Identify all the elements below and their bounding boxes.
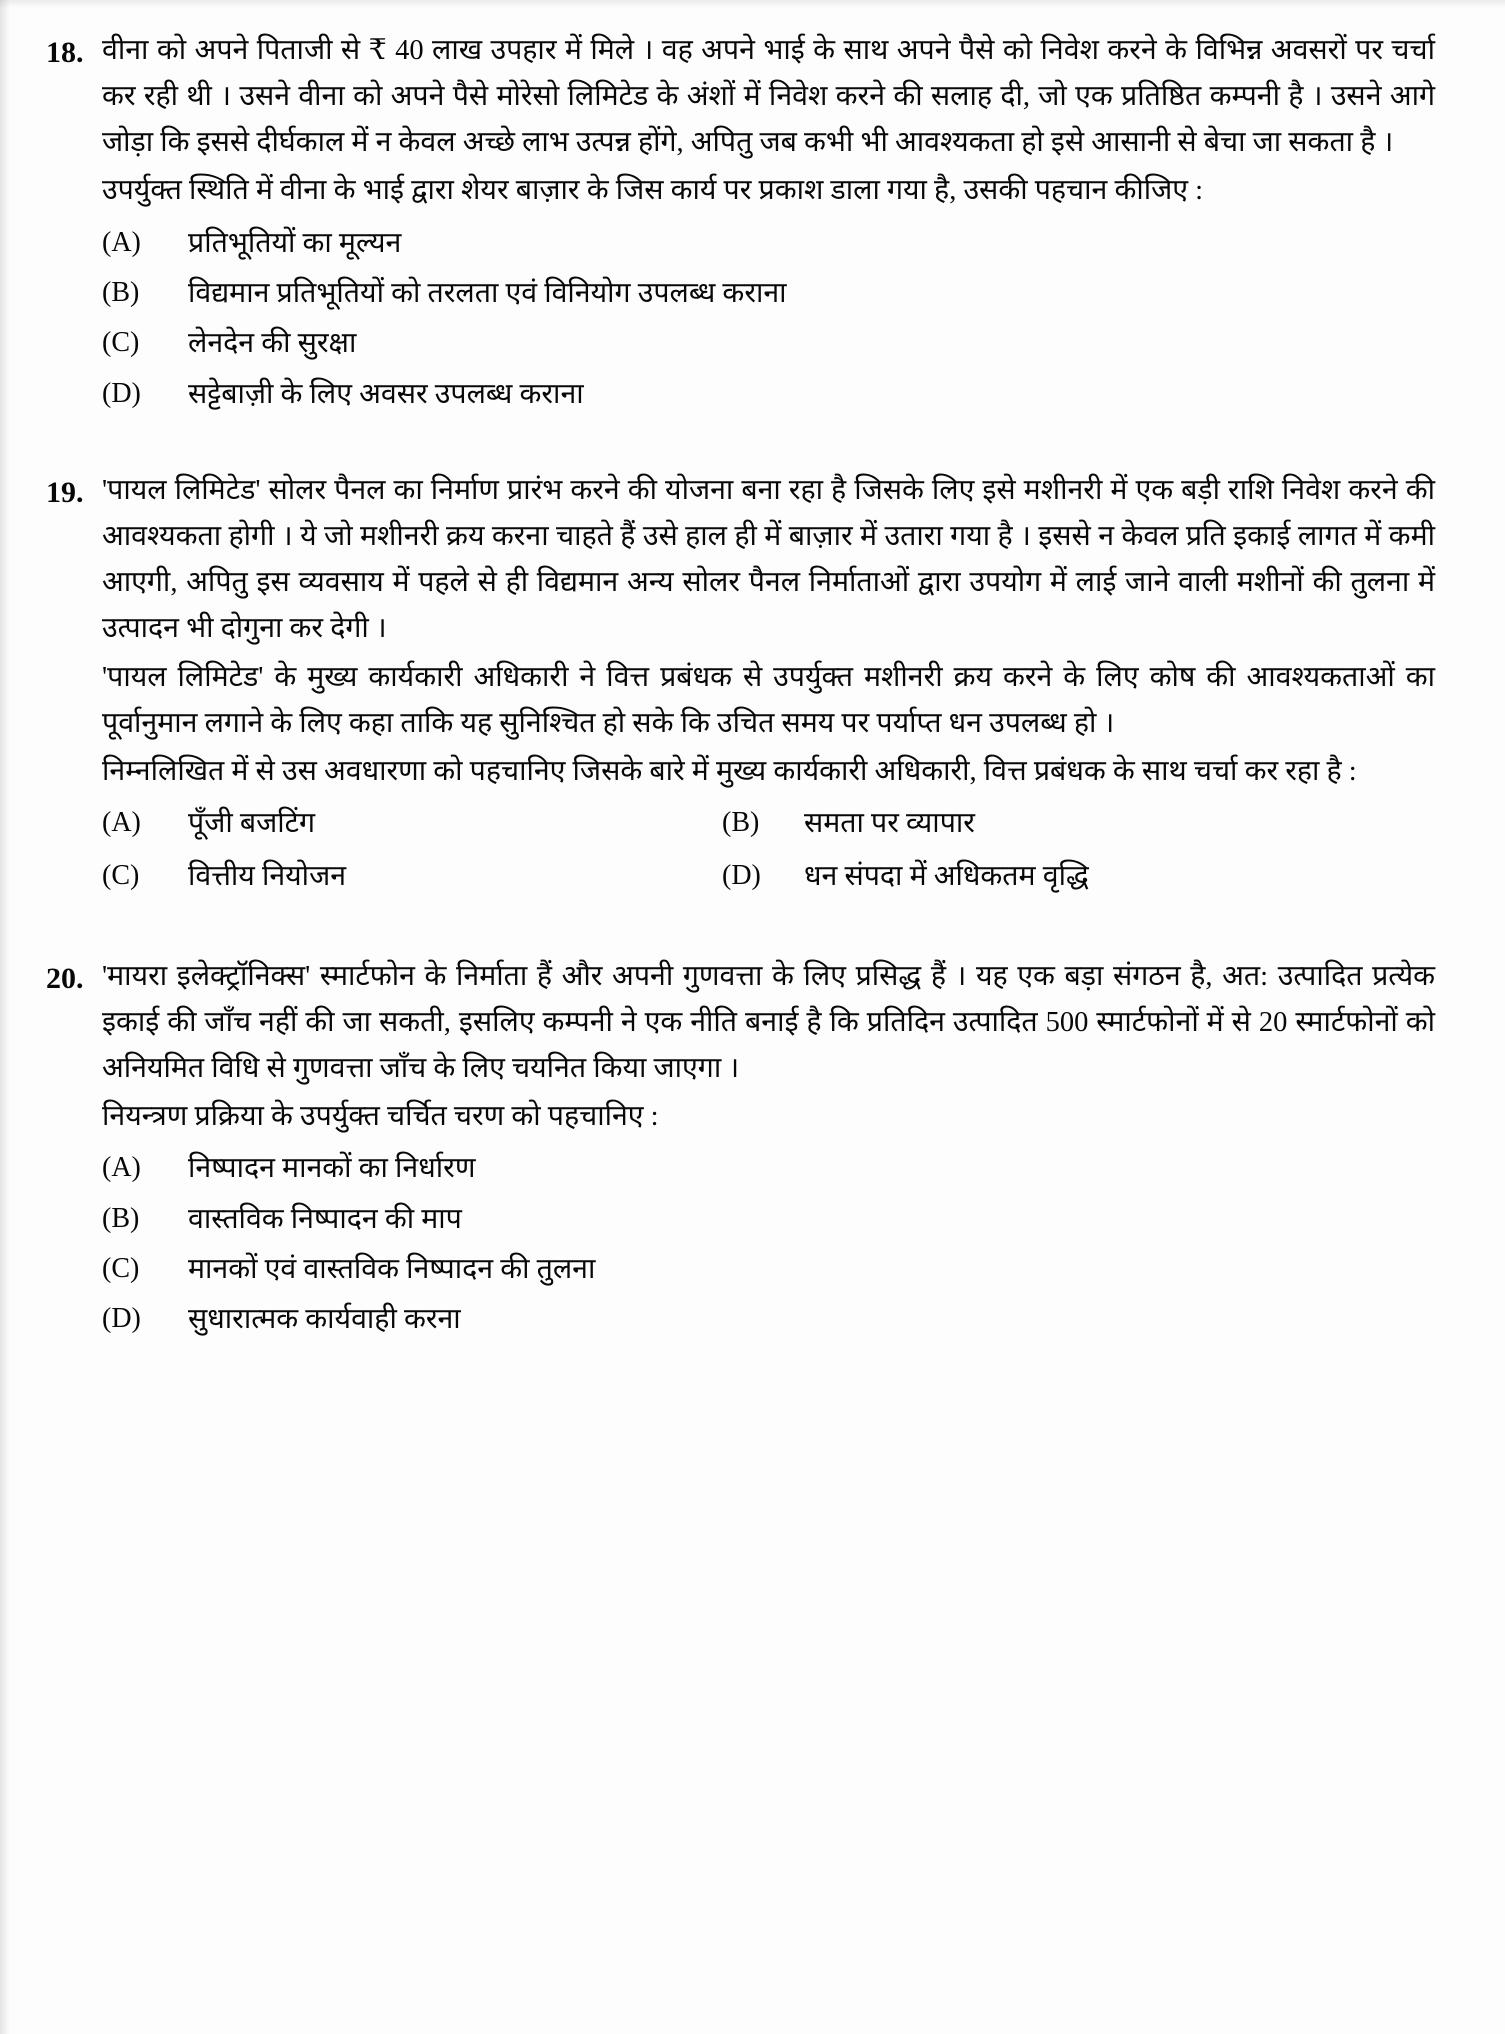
question-prompt-19: निम्नलिखित में से उस अवधारणा को पहचानिए जिसके बारे में मुख्य कार्यकारी अधिकारी, वित्त प्रबंधक के साथ चर्चा कर रहा है : <box>102 755 1357 787</box>
option-label-20-d: (D) <box>102 1303 141 1335</box>
question-passage-19-part1: 'पायल लिमिटेड' सोलर पैनल का निर्माण प्रारंभ करने की योजना बना रहा है जिसके लिए इसे मशीनरी में एक बड़ी राशि निवेश करने की आवश्यकता होगी । ये जो मशीनरी क्रय करना चाहते हैं उसे हाल ही में बाज़ार में उतारा गया है । इससे न केवल प्रति इकाई लागत में कमी आएगी, अपितु इस व्यवसाय में पहले से ही विद्यमान अन्य सोलर पैनल निर्माताओं द्वारा उपयोग में लाई जाने वाली मशीनों की तुलना में उत्पादन भी दोगुना कर देगी । <box>102 474 1435 645</box>
option-text-18-c: लेनदेन की सुरक्षा <box>188 328 357 360</box>
option-text-18-b: विद्यमान प्रतिभूतियों को तरलता एवं विनियोग उपलब्ध कराना <box>188 277 787 309</box>
option-row-18-b[interactable] <box>102 273 1435 314</box>
option-row-19-b[interactable] <box>722 803 1435 844</box>
option-row-20-a[interactable] <box>102 1148 1435 1189</box>
options-list-20 <box>102 1148 1435 1340</box>
option-label-20-a: (A) <box>102 1152 141 1184</box>
spacer-19-20 <box>28 936 1435 954</box>
option-row-18-c[interactable] <box>102 323 1435 364</box>
question-body-20 <box>102 954 1435 1350</box>
option-row-20-d[interactable] <box>102 1299 1435 1340</box>
question-passage-19-part2: 'पायल लिमिटेड' के मुख्य कार्यकारी अधिकारी ने वित्त प्रबंधक से उपर्युक्त मशीनरी क्रय करने के लिए कोष की आवश्यकताओं का पूर्वानुमान लगाने के लिए कहा ताकि यह सुनिश्चित हो सके कि उचित समय पर पर्याप्त धन उपलब्ध हो । <box>102 661 1435 739</box>
question-body-18 <box>102 28 1435 424</box>
option-text-19-d: धन संपदा में अधिकतम वृद्धि <box>804 861 1089 893</box>
option-row-20-c[interactable] <box>102 1249 1435 1290</box>
option-text-20-b: वास्तविक निष्पादन की माप <box>188 1203 462 1235</box>
option-pair-19-cd <box>102 856 1435 897</box>
option-text-19-b: समता पर व्यापार <box>804 807 975 839</box>
question-number-18: 18. <box>46 36 84 69</box>
option-label-18-c: (C) <box>102 327 140 359</box>
option-text-18-a: प्रतिभूतियों का मूल्यन <box>188 227 402 259</box>
option-label-19-c: (C) <box>102 860 140 892</box>
option-label-19-b: (B) <box>722 806 760 838</box>
question-number-19: 19. <box>46 475 84 509</box>
option-text-19-c: वित्तीय नियोजन <box>188 861 347 893</box>
question-block-18 <box>28 28 1435 424</box>
option-row-19-d[interactable] <box>722 856 1435 897</box>
question-block-19 <box>28 468 1435 910</box>
question-passage-20: 'मायरा इलेक्ट्रॉनिक्स' स्मार्टफोन के निर्माता हैं और अपनी गुणवत्ता के लिए प्रसिद्ध हैं । यह एक बड़ा संगठन है, अत: उत्पादित प्रत्येक इकाई की जाँच नहीं की जा सकती, इसलिए कम्पनी ने एक नीति बनाई है कि प्रतिदिन उत्पादित 500 स्मार्टफोनों में से 20 स्मार्टफोनों को अनियमित विधि से गुणवत्ता जाँच के लिए चयनित किया जाएगा । <box>102 960 1435 1084</box>
options-list-18 <box>102 223 1435 415</box>
option-text-19-a: पूँजी बजटिंग <box>188 807 316 839</box>
option-row-19-a[interactable] <box>102 803 722 844</box>
option-label-20-b: (B) <box>102 1202 140 1234</box>
option-label-18-a: (A) <box>102 226 141 258</box>
question-prompt-20: नियन्त्रण प्रक्रिया के उपर्युक्त चर्चित चरण को पहचानिए : <box>102 1101 659 1133</box>
question-number-20: 20. <box>46 961 84 995</box>
option-text-20-a: निष्पादन मानकों का निर्धारण <box>188 1153 476 1185</box>
option-text-20-d: सुधारात्मक कार्यवाही करना <box>188 1304 461 1336</box>
option-label-19-d: (D) <box>722 860 761 892</box>
question-body-19 <box>102 468 1435 910</box>
option-row-18-a[interactable] <box>102 223 1435 264</box>
option-text-20-c: मानकों एवं वास्तविक निष्पादन की तुलना <box>188 1253 596 1285</box>
question-block-20 <box>28 954 1435 1350</box>
question-passage-18: वीना को अपने पिताजी से ₹ 40 लाख उपहार में मिले । वह अपने भाई के साथ अपने पैसे को निवेश करने के विभिन्न अवसरों पर चर्चा कर रही थी । उसने वीना को अपने पैसे मोरेसो लिमिटेड के अंशों में निवेश करने की सलाह दी, जो एक प्रतिष्ठित कम्पनी है । उसने आगे जोड़ा कि इससे दीर्घकाल में न केवल अच्छे लाभ उत्पन्न होंगे, अपितु जब कभी भी आवश्यकता हो इसे आसानी से बेचा जा सकता है । <box>102 35 1435 159</box>
question-prompt-18: उपर्युक्त स्थिति में वीना के भाई द्वारा शेयर बाज़ार के जिस कार्य पर प्रकाश डाला गया है, उसकी पहचान कीजिए : <box>102 175 1204 207</box>
option-row-20-b[interactable] <box>102 1199 1435 1240</box>
option-label-18-b: (B) <box>102 276 140 308</box>
option-label-19-a: (A) <box>102 806 141 838</box>
option-label-18-d: (D) <box>102 377 141 409</box>
options-list-19 <box>102 803 1435 898</box>
spacer-18-19 <box>28 450 1435 468</box>
option-label-20-c: (C) <box>102 1252 140 1284</box>
option-row-19-c[interactable] <box>102 856 722 897</box>
option-row-18-d[interactable] <box>102 374 1435 415</box>
option-pair-19-ab <box>102 803 1435 844</box>
option-text-18-d: सट्टेबाज़ी के लिए अवसर उपलब्ध कराना <box>188 378 584 410</box>
